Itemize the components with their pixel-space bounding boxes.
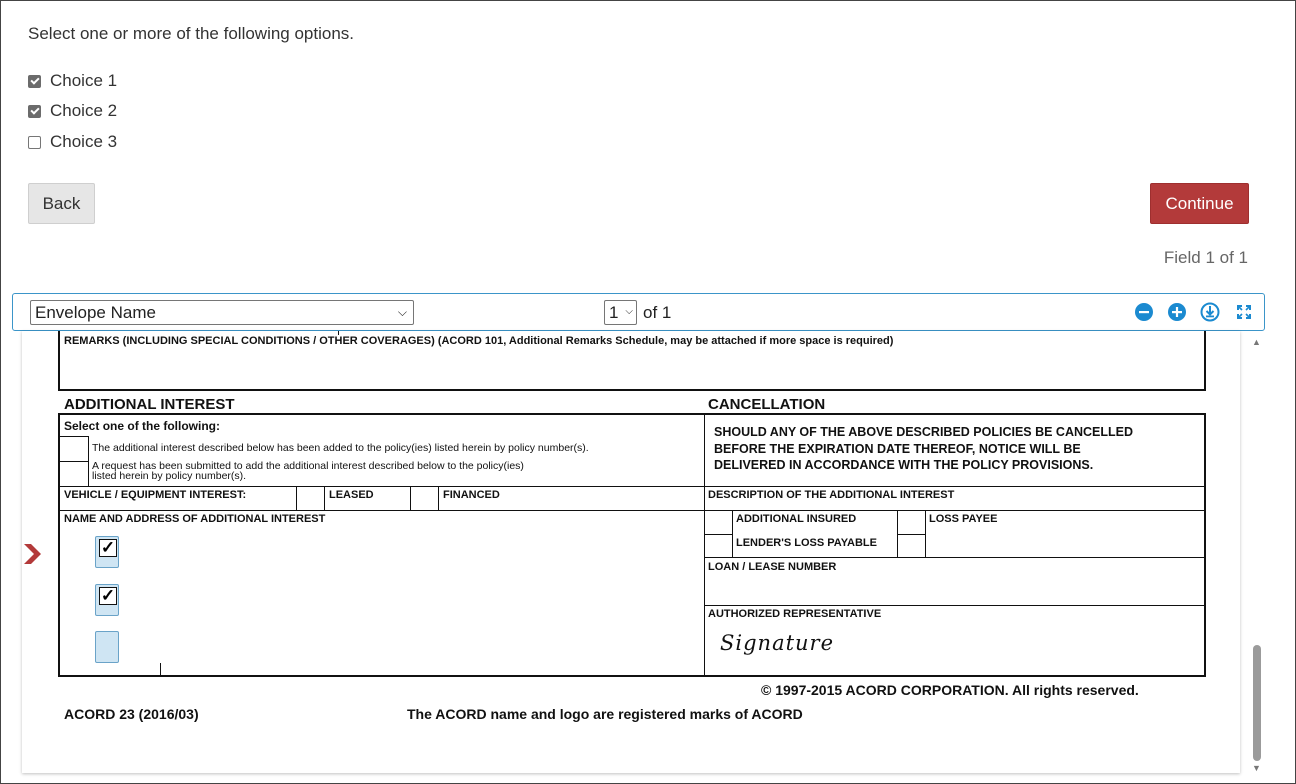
select-one-label: Select one of the following: [64,419,220,433]
current-field-arrow-icon [22,542,42,566]
lenders-loss-payable-label: LENDER'S LOSS PAYABLE [736,537,877,549]
form-checkbox-1[interactable] [95,536,119,568]
cancellation-line-1: SHOULD ANY OF THE ABOVE DESCRIBED POLICIES BE CANCELLED [714,425,1134,439]
remarks-label: REMARKS (INCLUDING SPECIAL CONDITIONS / OTHER COVERAGES) (ACORD 101, Additional Remarks Schedule, may be attached if more space is required) [64,335,894,347]
copyright-text: © 1997-2015 ACORD CORPORATION. All rights reserved. [761,682,1139,698]
envelope-select-value: Envelope Name [35,302,156,322]
fullscreen-icon[interactable] [1234,302,1254,322]
choice-3[interactable] [28,131,117,153]
option-request-label-2: listed herein by policy number(s). [92,470,247,482]
page-count: of 1 [643,303,672,322]
form-checkbox-2[interactable] [95,584,119,616]
choice-3-label[interactable]: Choice 3 [50,132,118,151]
zoom-out-icon[interactable] [1134,302,1154,322]
option-request-label-1: A request has been submitted to add the additional interest described below to the policy(ies) [92,460,524,472]
authorized-rep-label: AUTHORIZED REPRESENTATIVE [708,608,882,620]
download-icon[interactable] [1200,302,1220,322]
scroll-down-icon[interactable]: ▼ [1252,763,1261,773]
page-select-value: 1 [609,302,619,322]
continue-button[interactable]: Continue [1150,183,1249,224]
envelope-select[interactable] [30,300,414,325]
checkmark-icon: ✓ [100,586,116,605]
scroll-thumb[interactable] [1253,645,1261,761]
additional-interest-heading: ADDITIONAL INTEREST [64,396,235,413]
loss-payee-label: LOSS PAYEE [929,513,998,525]
choice-2-checkbox[interactable] [28,105,41,118]
checkmark-icon: ✓ [100,538,116,557]
leased-label: LEASED [329,489,374,501]
scroll-up-icon[interactable]: ▲ [1252,337,1261,347]
description-label: DESCRIPTION OF THE ADDITIONAL INTEREST [708,489,955,501]
option-added-label: The additional interest described below has been added to the policy(ies) listed herein by policy number(s). [92,442,589,454]
choice-1-label[interactable]: Choice 1 [50,71,118,90]
document-toolbar [12,293,1265,331]
options-prompt: Select one or more of the following options. [28,24,355,43]
form-checkbox-3[interactable] [95,631,119,663]
chevron-down-icon: ⌵ [397,305,407,319]
cancellation-heading: CANCELLATION [708,396,826,413]
choice-1[interactable] [28,70,117,92]
back-button[interactable]: Back [28,183,95,224]
vehicle-interest-label: VEHICLE / EQUIPMENT INTEREST: [64,489,247,501]
loan-lease-label: LOAN / LEASE NUMBER [708,561,837,573]
signature: Signature [720,631,835,655]
name-address-label: NAME AND ADDRESS OF ADDITIONAL INTEREST [64,513,326,525]
choice-2[interactable] [28,100,117,122]
choice-3-checkbox[interactable] [28,136,41,149]
chevron-down-icon: ⌵ [625,306,633,317]
field-counter: Field 1 of 1 [1163,248,1248,267]
form-number: ACORD 23 (2016/03) [64,706,199,722]
trademark-text: The ACORD name and logo are registered marks of ACORD [407,706,803,722]
document-viewer[interactable] [22,331,1240,773]
choice-1-checkbox[interactable] [28,75,41,88]
financed-label: FINANCED [443,489,500,501]
zoom-in-icon[interactable] [1167,302,1187,322]
cancellation-line-2: BEFORE THE EXPIRATION DATE THEREOF, NOTICE WILL BE [714,442,1081,456]
page-select[interactable] [604,300,637,325]
additional-insured-label: ADDITIONAL INSURED [736,513,857,525]
choice-2-label[interactable]: Choice 2 [50,101,118,120]
cancellation-line-3: DELIVERED IN ACCORDANCE WITH THE POLICY PROVISIONS. [714,458,1094,472]
document-scrollbar[interactable] [1248,331,1264,776]
